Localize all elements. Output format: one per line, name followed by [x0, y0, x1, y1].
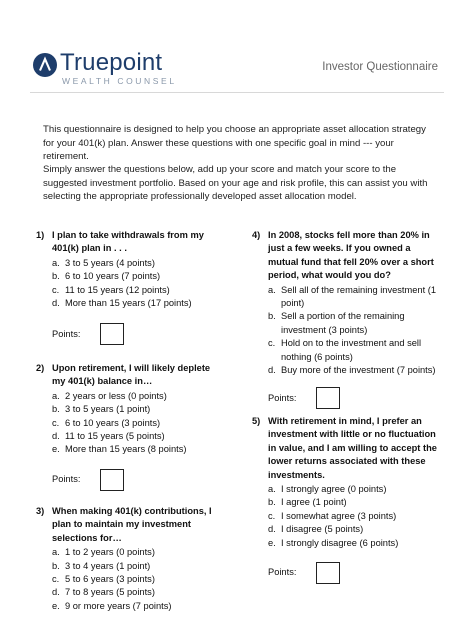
option-item[interactable]: c. 6 to 10 years (3 points) — [52, 417, 161, 428]
option-list — [36, 390, 226, 457]
option-item[interactable]: a. 1 to 2 years (0 points) — [52, 547, 155, 558]
question-4 — [252, 229, 442, 409]
question-number: 2) — [36, 363, 45, 373]
option-item[interactable]: b. 6 to 10 years (7 points) — [52, 271, 161, 282]
option-item[interactable]: e. I strongly disagree (6 points) — [268, 537, 399, 548]
option-item[interactable]: c. 11 to 15 years (12 points) — [52, 284, 170, 295]
option-item[interactable]: e. More than 15 years (8 points) — [52, 444, 187, 455]
question-2 — [36, 362, 226, 491]
option-item[interactable]: a. I strongly agree (0 points) — [268, 484, 387, 495]
option-item[interactable]: a. Sell all of the remaining investment (1 point) — [268, 284, 437, 309]
intro-paragraph-1: This questionnaire is designed to help you choose an appropriate asset allocation strategy for your 401(k) plan. Answer these questions with one specific goal in mind --- your retirement. — [43, 124, 426, 163]
brand-tagline: WEALTH COUNSEL — [62, 76, 177, 86]
intro-paragraph-2: Simply answer the questions below, add up your score and match your score to the suggested investment portfolio. Based on your age and risk profile, this can assist you with selecting the appropriate professionally developed asset allocation model. — [43, 164, 428, 203]
option-list — [36, 257, 216, 311]
option-item[interactable]: d. 7 to 8 years (5 points) — [52, 587, 155, 598]
option-item[interactable]: b. 3 to 4 years (1 point) — [52, 560, 151, 571]
points-label: Points: — [268, 392, 297, 403]
points-label: Points: — [52, 328, 81, 339]
points-label: Points: — [268, 567, 297, 578]
points-row — [52, 469, 226, 491]
option-item[interactable]: c. I somewhat agree (3 points) — [268, 510, 397, 521]
question-text: Upon retirement, I will likely deplete my 401(k) balance in… — [52, 363, 211, 387]
option-item[interactable]: d. I disagree (5 points) — [268, 524, 364, 535]
option-item[interactable]: a. 3 to 5 years (4 points) — [52, 257, 155, 268]
option-item[interactable]: b. 3 to 5 years (1 point) — [52, 404, 151, 415]
points-row — [52, 323, 216, 345]
question-text: With retirement in mind, I prefer an investment with little or no fluctuation in value, and I am willing to accept the lower returns associated with these investments. — [268, 416, 437, 480]
question-text: I plan to take withdrawals from my 401(k) plan in . . . — [52, 230, 204, 254]
option-item[interactable]: e. 9 or more years (7 points) — [52, 600, 172, 611]
option-item[interactable]: b. Sell a portion of the remaining investment (3 points) — [268, 311, 405, 335]
points-input-box[interactable] — [100, 323, 124, 345]
points-input-box[interactable] — [316, 387, 340, 409]
question-text: When making 401(k) contributions, I plan to maintain my investment selections for… — [52, 506, 212, 543]
question-3 — [36, 505, 226, 613]
question-text: In 2008, stocks fell more than 20% in just a few weeks. If you owned a mutual fund that fell 20% over a short period, what would you do? — [268, 230, 434, 281]
points-label: Points: — [52, 474, 81, 485]
option-item[interactable]: d. Buy more of the investment (7 points) — [268, 365, 436, 376]
points-row — [268, 387, 442, 409]
option-item[interactable]: c. Hold on to the investment and sell nothing (6 points) — [268, 338, 422, 362]
option-item[interactable]: d. More than 15 years (17 points) — [52, 298, 192, 309]
brand-name: Truepoint — [60, 49, 163, 76]
option-item[interactable]: b. I agree (1 point) — [268, 497, 347, 508]
question-number: 3) — [36, 506, 45, 516]
question-number: 4) — [252, 230, 261, 240]
option-item[interactable]: c. 5 to 6 years (3 points) — [52, 574, 155, 585]
points-row — [268, 562, 442, 584]
question-number: 1) — [36, 230, 45, 240]
logo-icon — [33, 53, 57, 77]
question-5 — [252, 415, 442, 584]
header-divider — [30, 92, 444, 93]
points-input-box[interactable] — [316, 562, 340, 584]
option-item[interactable]: a. 2 years or less (0 points) — [52, 390, 167, 401]
question-number: 5) — [252, 416, 261, 426]
option-item[interactable]: d. 11 to 15 years (5 points) — [52, 431, 165, 442]
option-list — [252, 483, 442, 550]
question-1 — [36, 229, 216, 345]
option-list — [252, 284, 442, 378]
document-title: Investor Questionnaire — [322, 61, 438, 73]
option-list — [36, 546, 226, 613]
points-input-box[interactable] — [100, 469, 124, 491]
